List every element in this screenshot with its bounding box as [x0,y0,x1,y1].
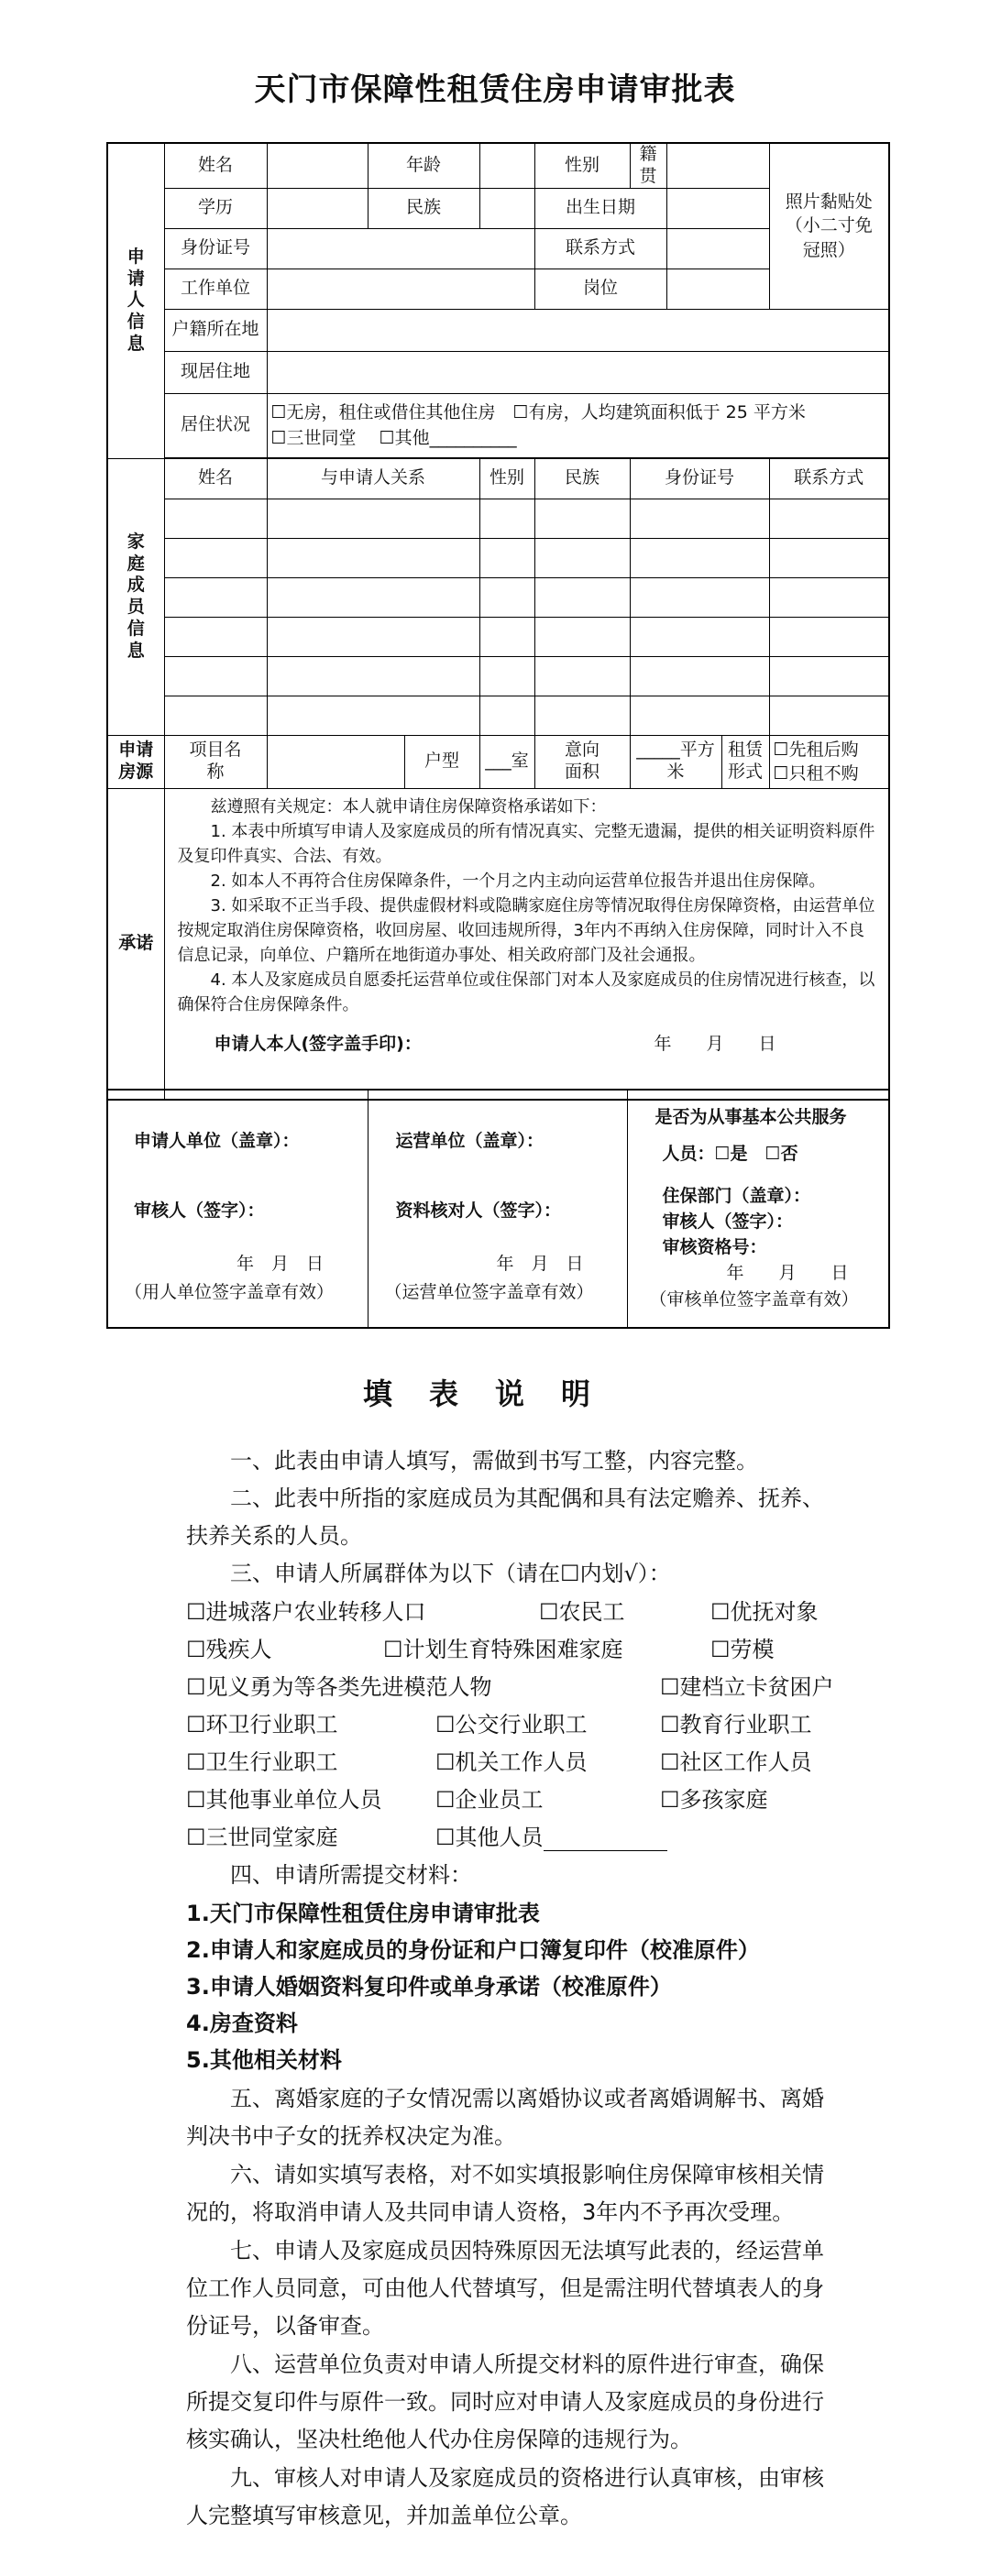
approval-employer-reviewer: 审核人（签字）： [134,1200,265,1221]
family-header-relation: 与申请人关系 [267,458,479,499]
lease-options[interactable] [769,735,889,788]
group-checkbox[interactable]: ☐优抚对象 [710,1599,819,1625]
group-checkbox[interactable]: ☐机关工作人员 [435,1749,588,1775]
family-row[interactable] [107,696,889,735]
family-header-ethnicity: 民族 [534,458,630,499]
label-ethnicity: 民族 [368,188,479,228]
approval-dept-code: 审核资格号： [662,1237,767,1257]
group-checkbox[interactable]: ☐教育行业职工 [660,1712,812,1737]
group-checkbox[interactable]: ☐三世同堂家庭 [186,1825,338,1850]
label-position: 岗位 [534,269,666,309]
group-checkbox[interactable]: ☐社区工作人员 [660,1749,812,1775]
lease-option-buy[interactable]: ☐先租后购 [773,740,859,760]
label-lease: 租赁形式 [721,735,769,788]
section-pledge-label: 承诺 [107,788,164,1100]
label-employer: 工作单位 [164,269,267,309]
pledge-item-2: 2. 如本人不再符合住房保障条件，一个月之内主动向运营单位报告并退出住房保障。 [210,871,826,891]
approval-operator-note: （运营单位签字盖章有效） [384,1282,594,1302]
field-residence[interactable] [267,351,889,393]
required-documents-list [186,1895,760,2078]
family-row[interactable] [107,656,889,696]
required-document: 3.申请人婚姻资料复印件或单身承诺（校准原件） [186,1974,672,2000]
label-area: 意向面积 [534,735,630,788]
living-options[interactable] [267,393,889,457]
group-checkbox[interactable]: ☐卫生行业职工 [186,1749,338,1775]
group-checkbox[interactable]: ☐多孩家庭 [660,1787,768,1813]
approval-operator-unit: 运营单位（盖章）： [395,1131,544,1151]
field-origin[interactable] [666,143,769,188]
approval-housing-dept-cell[interactable] [627,1090,889,1328]
pledge-item-3: 3. 如采取不正当手段、提供虚假材料或隐瞒家庭住房等情况取得住房保障资格，由运营单位按规定取消住房保障资格，收回房屋、收回违规所得，3年内不再纳入住房保障，同时计入不良信息记录，向单位、户籍所在地街道办事处、相关政府部门及社会通报。 [177,895,875,965]
label-name: 姓名 [164,143,267,188]
instruction-3: 三、申请人所属群体为以下（请在☐内划√）： [230,1561,671,1586]
living-option-row1[interactable]: ☐无房，租住或借住其他住房 ☐有房，人均建筑面积低于 25 平方米 [270,402,806,422]
label-age: 年龄 [368,143,479,188]
instruction-4: 四、申请所需提交材料： [230,1862,472,1888]
lease-option-rent[interactable]: ☐只租不购 [773,763,859,784]
group-checkbox[interactable]: ☐劳模 [710,1637,775,1662]
label-unit-type: 户型 [404,735,479,788]
field-id[interactable] [267,228,534,269]
instruction-1: 一、此表由申请人填写，需做到书写工整，内容完整。 [230,1448,758,1474]
approval-operator-cell[interactable] [368,1090,627,1328]
pledge-text [164,788,889,1100]
label-id: 身份证号 [164,228,267,269]
label-contact: 联系方式 [534,228,666,269]
instruction-2: 二、此表中所指的家庭成员为其配偶和具有法定赡养、抚养、 扶养关系的人员。 [186,1485,824,1549]
group-checkbox[interactable]: ☐进城落户农业转移人口 [186,1599,426,1625]
approval-dept-note: （审核单位签字盖章有效） [649,1289,859,1310]
group-checkbox[interactable]: ☐计划生育特殊困难家庭 [383,1637,623,1662]
label-education: 学历 [164,188,267,228]
approval-employer-cell[interactable] [107,1090,368,1328]
family-header-id: 身份证号 [630,458,769,499]
instruction-6: 六、请如实填写表格，对不如实填报影响住房保障审核相关情 况的，将取消申请人及共同申请人资格，3年内不予再次受理。 [186,2162,824,2225]
field-hukou[interactable] [267,309,889,351]
pledge-intro: 兹遵照有关规定：本人就申请住房保障资格承诺如下： [210,796,607,817]
label-residence: 现居住地 [164,351,267,393]
approval-employer-unit: 申请人单位（盖章）： [134,1131,300,1151]
field-employer[interactable] [267,269,534,309]
approval-operator-reviewer: 资料核对人（签字）： [395,1200,562,1221]
family-row[interactable] [107,617,889,656]
instructions-title: 填表说明 [362,1376,627,1411]
approval-public-service-question: 是否为从事基本公共服务 [654,1107,847,1127]
pledge-item-4: 4. 本人及家庭成员自愿委托运营单位或住保部门对本人及家庭成员的住房情况进行核查，以确保符合住房保障条件。 [177,970,875,1014]
approval-operator-date: 年 月 日 [496,1254,584,1274]
group-checkbox[interactable]: ☐见义勇为等各类先进模范人物 [186,1674,492,1700]
required-document: 2.申请人和家庭成员的身份证和户口簿复印件（校准原件） [186,1937,760,1963]
instruction-5: 五、离婚家庭的子女情况需以离婚协议或者离婚调解书、离婚 判决书中子女的抚养权决定为准。 [186,2086,824,2149]
group-checkbox[interactable]: ☐农民工 [539,1599,625,1625]
pledge-date[interactable]: 年 月 日 [654,1033,776,1054]
approval-public-service-options[interactable]: 人员：☐是 ☐否 [662,1144,798,1164]
approval-table [106,1089,890,1329]
field-name[interactable] [267,143,368,188]
group-checkbox[interactable]: ☐企业员工 [435,1787,544,1813]
group-checkbox[interactable]: ☐环卫行业职工 [186,1712,338,1737]
label-birthdate: 出生日期 [534,188,666,228]
label-gender: 性别 [534,143,630,188]
family-header-name: 姓名 [164,458,267,499]
label-living: 居住状况 [164,393,267,457]
label-origin: 籍贯 [630,143,666,188]
living-option-row2[interactable]: ☐三世同堂 ☐其他__________ [270,428,517,448]
form-title: 天门市保障性租赁住房申请审批表 [254,71,736,108]
instruction-9: 九、审核人对申请人及家庭成员的资格进行认真审核，由审核 人完整填写审核意见，并加盖单位公章。 [186,2465,824,2528]
approval-employer-note: （用人单位签字盖章有效） [125,1282,335,1302]
family-header-contact: 联系方式 [769,458,889,499]
pledge-signature-label[interactable]: 申请人本人(签字盖手印)： [214,1033,422,1054]
instruction-8: 八、运营单位负责对申请人所提交材料的原件进行审查，确保 所提交复印件与原件一致。同时应对申请人及家庭成员的身份进行 核实确认，坚决杜绝他人代办住房保障的违规行为。 [186,2351,824,2452]
family-row[interactable] [107,538,889,577]
family-row[interactable] [107,499,889,538]
instruction-7: 七、申请人及家庭成员因特殊原因无法填写此表的，经运营单 位工作人员同意，可由他人代替填写，但是需注明代替填表人的身 份证号，以备审查。 [186,2238,824,2339]
approval-dept-date: 年 月 日 [726,1263,849,1283]
photo-area[interactable]: 照片黏贴处（小二寸免冠照） [769,143,889,309]
field-contact[interactable] [666,228,769,269]
application-form-table [106,142,890,1101]
approval-employer-date: 年 月 日 [236,1254,324,1274]
field-project[interactable] [267,735,404,788]
pledge-item-1: 1. 本表中所填写申请人及家庭成员的所有情况真实、完整无遗漏，提供的相关证明资料原件及复印件真实、合法、有效。 [177,821,875,866]
field-education[interactable] [267,188,368,228]
section-family-label: 家 庭 成 员 信 息 [107,458,164,735]
field-ethnicity[interactable] [479,188,534,228]
family-row[interactable] [107,577,889,617]
group-checkbox[interactable]: ☐其他事业单位人员 [186,1787,382,1813]
field-birthdate[interactable] [666,188,769,228]
approval-dept-reviewer: 审核人（签字）： [662,1211,794,1232]
field-age[interactable] [479,143,534,188]
label-project: 项目名称 [164,735,267,788]
required-document: 5.其他相关材料 [186,2047,342,2073]
group-checkbox-other[interactable]: ☐其他人员 [435,1819,667,1851]
section-applicant-label: 申 请 人 信 息 [107,143,164,458]
label-hukou: 户籍所在地 [164,309,267,351]
field-unit-type[interactable]: ___室 [479,735,534,788]
required-document: 4.房查资料 [186,2011,298,2036]
approval-dept-unit: 住保部门（盖章）： [662,1186,811,1206]
group-checkbox[interactable]: ☐残疾人 [186,1637,272,1662]
field-area[interactable]: _____平方米 [630,735,721,788]
group-checkbox[interactable]: ☐建档立卡贫困户 [660,1674,834,1700]
section-housing-label: 申请 房源 [107,735,164,788]
group-checkbox[interactable]: ☐公交行业职工 [435,1712,588,1737]
field-position[interactable] [666,269,769,309]
required-document: 1.天门市保障性租赁住房申请审批表 [186,1901,540,1926]
family-header-gender: 性别 [479,458,534,499]
